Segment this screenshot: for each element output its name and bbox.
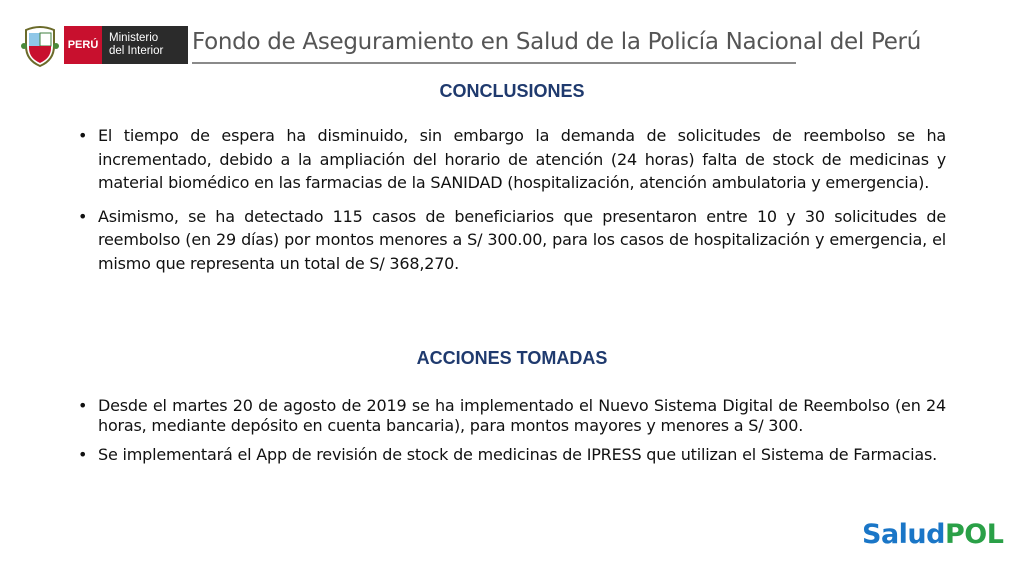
page-header bbox=[0, 0, 1024, 72]
ministry-line-1: Ministerio bbox=[109, 32, 159, 44]
list-item bbox=[78, 124, 946, 195]
saludpol-logo bbox=[862, 514, 1003, 554]
peru-badge bbox=[64, 26, 102, 64]
actions-heading: ACCIONES TOMADAS bbox=[416, 348, 608, 368]
bullet-icon: • bbox=[78, 126, 88, 145]
header-divider bbox=[192, 62, 796, 64]
bullet-icon: • bbox=[78, 396, 88, 415]
actions-list bbox=[78, 396, 946, 466]
conclusions-heading: CONCLUSIONES bbox=[439, 81, 585, 101]
bullet-icon: • bbox=[78, 445, 88, 464]
conclusion-text-2: Asimismo, se ha detectado 115 casos de beneficiarios que presentaron entre 10 y 30 solicitudes de reembolso (en 29 días) por montos menores a S/ 300.00, para los casos de hospitalización y emergencia, el mismo que representa un total de S/ 368,270. bbox=[98, 206, 946, 273]
header-title: Fondo de Aseguramiento en Salud de la Policía Nacional del Perú bbox=[192, 29, 921, 55]
conclusions-list bbox=[78, 124, 946, 275]
ministry-badge bbox=[102, 26, 188, 64]
peru-label: PERÚ bbox=[67, 39, 99, 51]
conclusion-text-1: El tiempo de espera ha disminuido, sin embargo la demanda de solicitudes de reembolso se ha incrementado, debido a la ampliación del horario de atención (24 horas) falta de stock de medicinas y material biomédico en las farmacias de la SANIDAD (hospitalización, atención ambulatoria y emergencia). bbox=[98, 126, 946, 192]
logo-text-salud: Salud bbox=[862, 518, 945, 550]
action-text-2: Se implementará el App de revisión de stock de medicinas de IPRESS que utilizan el Sistema de Farmacias. bbox=[98, 445, 937, 464]
bullet-icon: • bbox=[78, 206, 88, 226]
list-item bbox=[78, 396, 946, 436]
logo-text-pol: POL bbox=[944, 518, 1004, 550]
ministry-line-2: del Interior bbox=[109, 45, 164, 57]
list-item bbox=[78, 205, 946, 276]
action-text-1: Desde el martes 20 de agosto de 2019 se ha implementado el Nuevo Sistema Digital de Reembolso (en 24 horas, mediante depósito en cuenta bancaria), para montos mayores y menores a S/ 300. bbox=[98, 396, 946, 435]
list-item bbox=[78, 444, 946, 466]
coat-of-arms-icon bbox=[20, 24, 60, 68]
